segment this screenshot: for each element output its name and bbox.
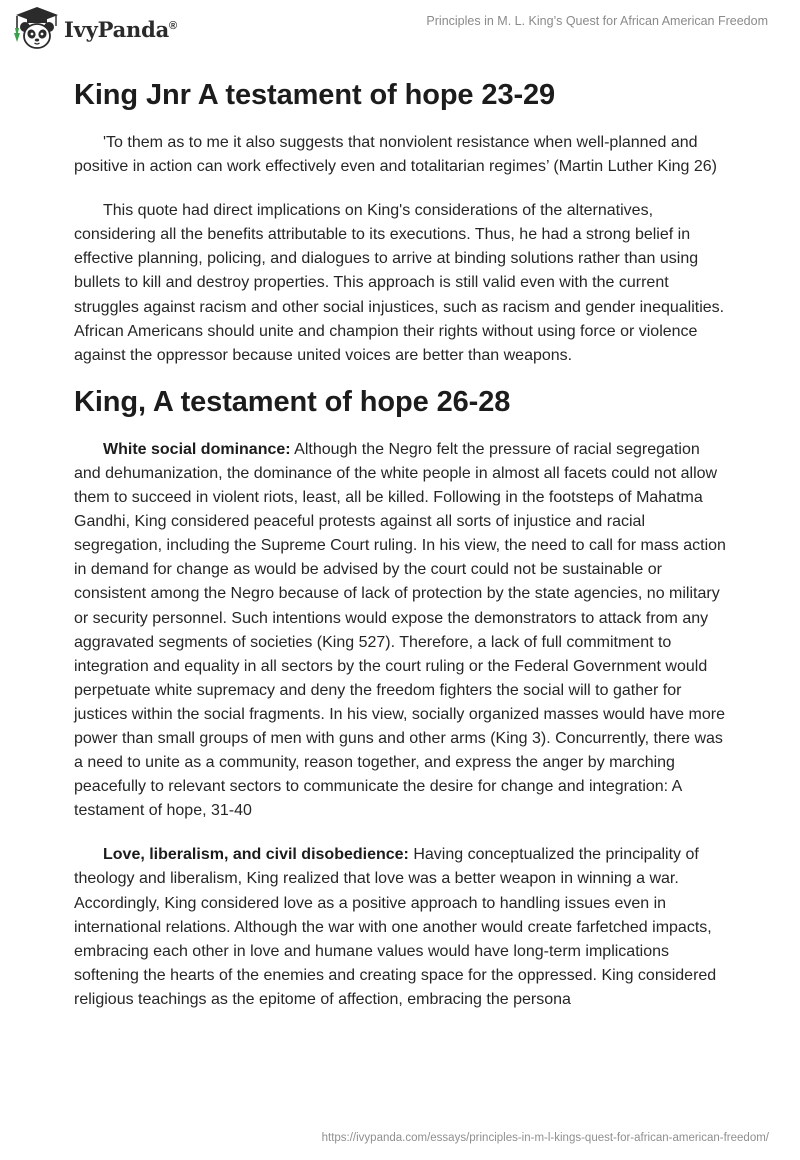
paragraph-lead: White social dominance: (103, 440, 291, 458)
brand-name: IvyPanda® (64, 16, 177, 42)
registered-mark: ® (169, 19, 177, 32)
source-url-link[interactable]: https://ivypanda.com/essays/principles-in-m-l-kings-quest-for-african-american-freedom/ (321, 1132, 769, 1144)
body-paragraph (74, 843, 726, 1012)
body-paragraph (74, 438, 726, 824)
paragraph-lead: Love, liberalism, and civil disobedience: (103, 846, 409, 864)
paragraph-text: Having conceptualized the principality of theology and liberalism, King realized that love was a better weapon in winning a war. Accordingly, King considered love as a positive approach to handling issues even in international relations. Although the war with one another would create farfetched impacts, embracing each other in love and humane values would have long-term implications softening the hearts of the enemies and creating space for the oppressed. King considered religious teachings as the epitome of affection, embracing the persona (74, 846, 717, 1008)
essay-body (74, 72, 726, 1012)
section-heading: King Jnr A testament of hope 23-29 (74, 79, 556, 111)
paragraph-text: Although the Negro felt the pressure of racial segregation and dehumanization, the dominance of the white people in almost all facets could not allow them to succeed in violent riots, least, all be killed. Following in the footsteps of Mahatma Gandhi, King considered peaceful protests against all sorts of injustice and racial segregation, including the Supreme Court ruling. In his view, the need to call for mass action in demand for change as would be advised by the court could not be sustainable or consistent among the Negro because of lack of protection by the state agencies, no military or security personnel. Such intentions would expose the demonstrators to attack from any aggravated segments of societies (King 527). Therefore, a lack of full commitment to integration and equality in all sectors by the court ruling or the Federal Government would perpetuate white supremacy and deny the freedom fighters the social will to gather for justices within the social fragments. In his view, socially organized masses would have more power than small groups of men with guns and other arms (King 3). Concurrently, there was a need to unite as a community, reason together, and express the anger by marching peacefully to relevant sectors to communicate the desire for change and integration: A testament of hope, 31-40 (74, 440, 726, 820)
document-title: Principles in M. L. King’s Quest for African American Freedom (426, 14, 768, 28)
panda-graduate-logo-icon (14, 6, 60, 50)
page-header (0, 0, 800, 62)
brand-logo[interactable] (14, 6, 177, 50)
body-paragraph: This quote had direct implications on King's considerations of the alternatives, considering all the benefits attributable to its executions. Thus, he had a strong belief in effective planning, policing, and dialogues to arrive at binding solutions rather than using bullets to kill and destroy properties. This approach is still valid even with the current struggles against racism and other social injustices, such as racism and gender inequalities. African Americans should unite and champion their rights without using force or violence against the oppressor because united voices are better than weapons. (74, 202, 725, 364)
quote-paragraph: 'To them as to me it also suggests that nonviolent resistance when well-planned and positive in action can work effectively even and totalitarian regimes’ (Martin Luther King 26) (74, 134, 717, 176)
section-heading: King, A testament of hope 26-28 (74, 385, 511, 418)
